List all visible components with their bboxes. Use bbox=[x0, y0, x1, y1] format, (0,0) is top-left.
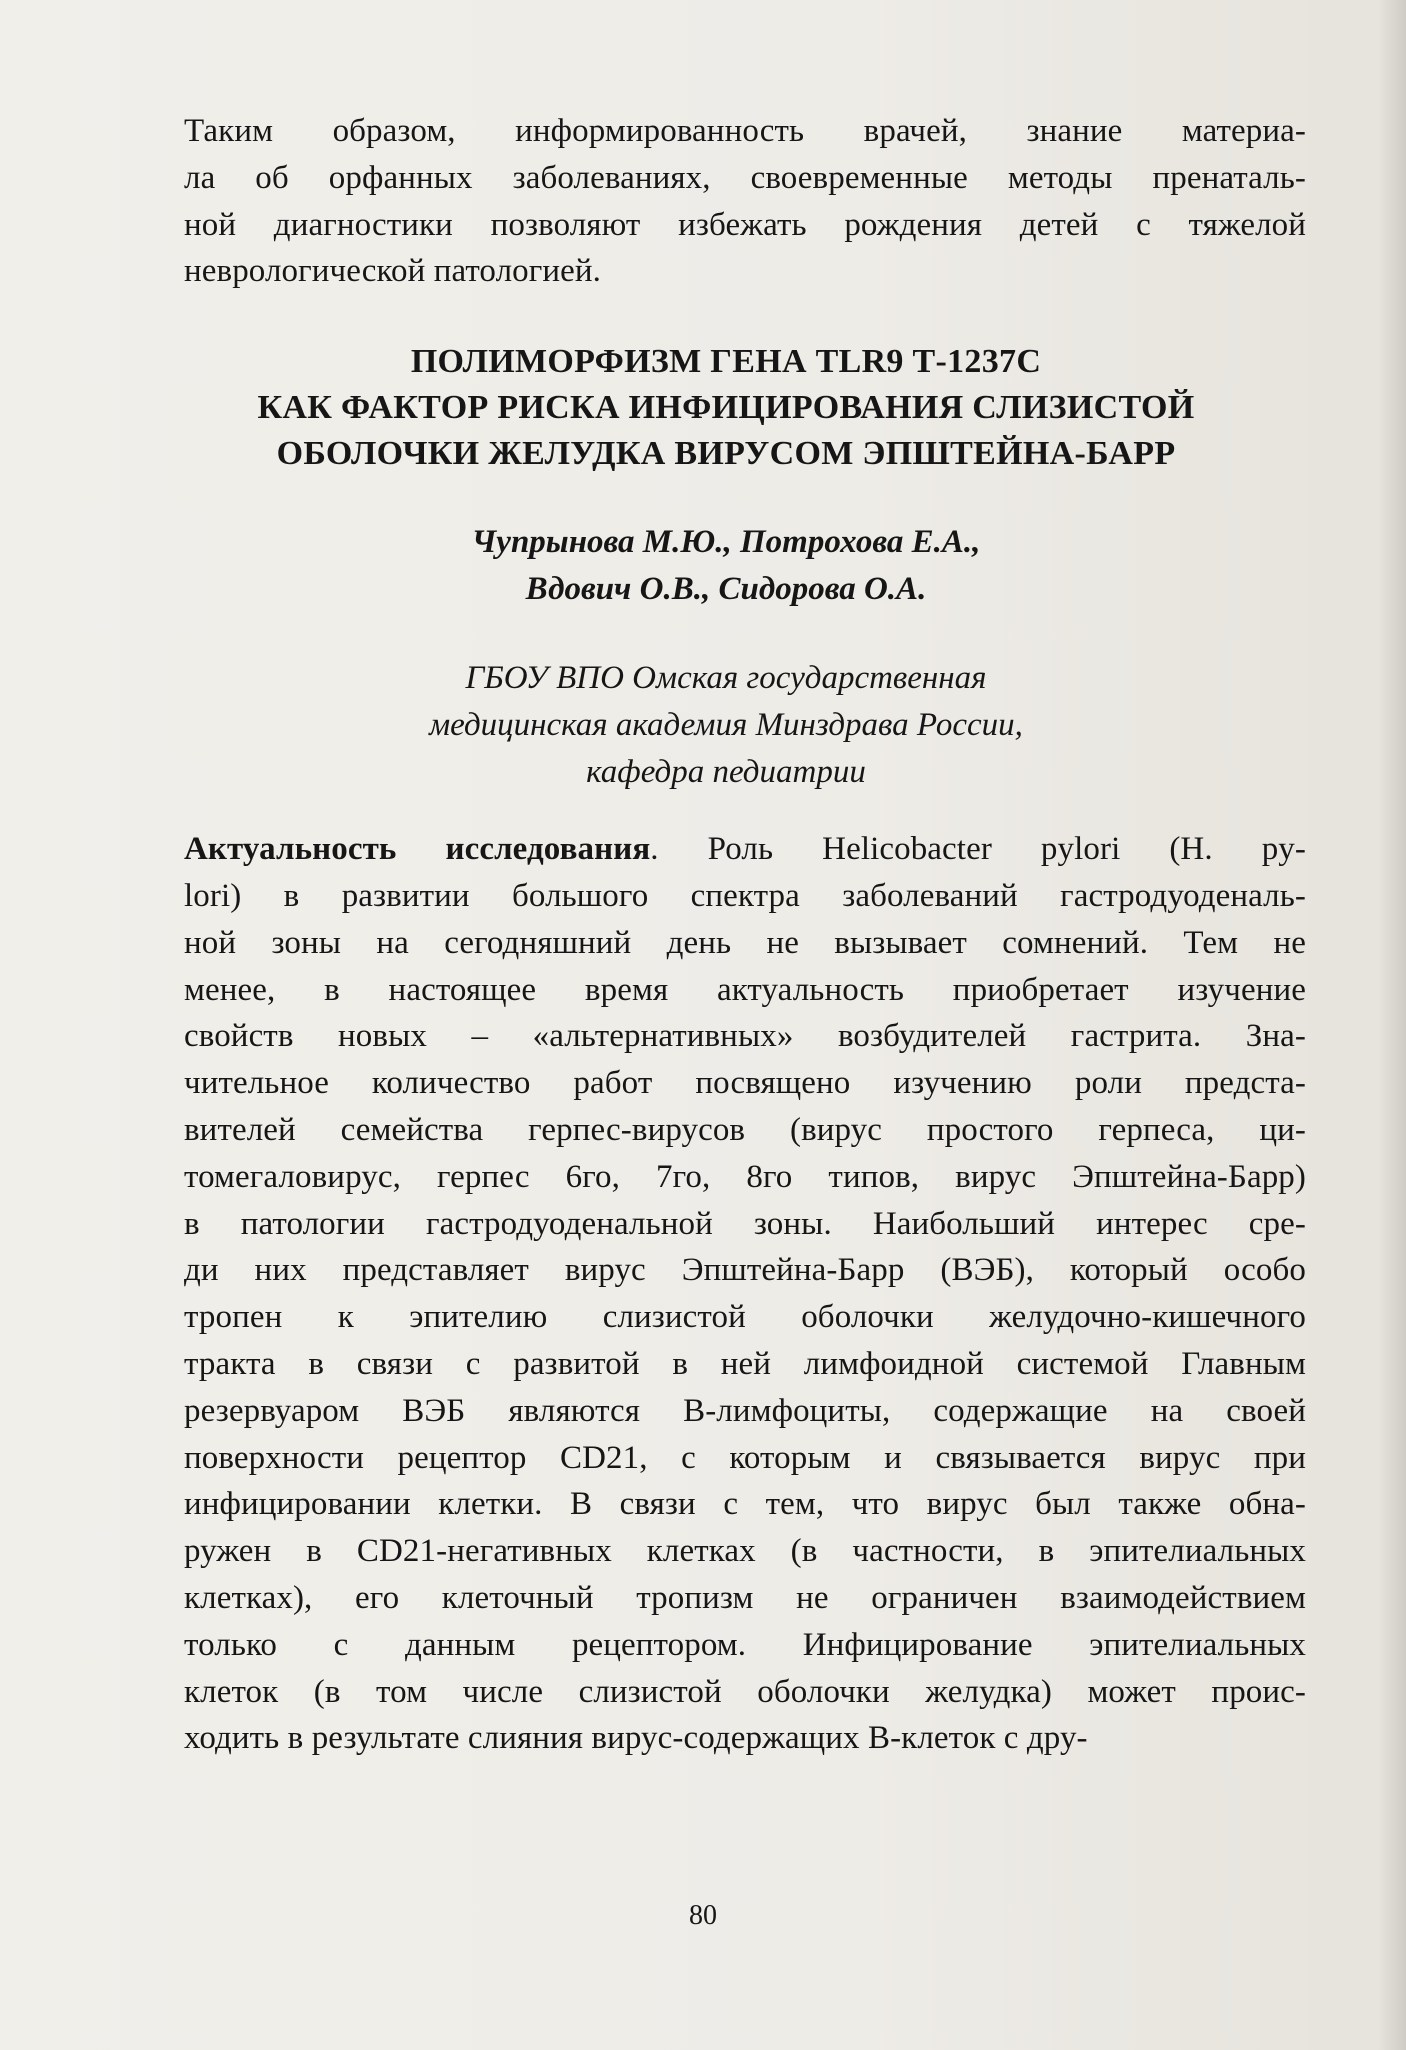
intro-line: ла об орфанных заболеваниях, своевременные методы пренаталь- bbox=[184, 159, 1306, 196]
authors-line: Чупрынова М.Ю., Потрохова Е.А., bbox=[471, 524, 981, 561]
body-line: свойств новых – «альтернативных» возбудителей гастрита. Зна- bbox=[184, 1018, 1306, 1055]
body-line: вителей семейства герпес-вирусов (вирус простого герпеса, ци- bbox=[184, 1111, 1306, 1148]
body-line: ружен в CD21-негативных клетках (в частности, в эпителиальных bbox=[184, 1533, 1306, 1570]
body-line: клетках), его клеточный тропизм не ограничен взаимодействием bbox=[184, 1579, 1306, 1616]
body-line: менее, в настоящее время актуальность приобретает изучение bbox=[184, 971, 1306, 1008]
body-line: резервуаром ВЭБ являются В-лимфоциты, содержащие на своей bbox=[184, 1392, 1306, 1429]
title-line: КАК ФАКТОР РИСКА ИНФИЦИРОВАНИЯ СЛИЗИСТОЙ bbox=[257, 389, 1195, 427]
article-authors bbox=[146, 519, 1306, 613]
article-affiliation bbox=[146, 655, 1306, 796]
intro-line: Таким образом, информированность врачей, знание материа- bbox=[184, 113, 1306, 149]
body-line: клеток (в том числе слизистой оболочки желудка) может проис- bbox=[184, 1673, 1306, 1710]
body-line: ной зоны на сегодняшний день не вызывает сомнений. Тем не bbox=[184, 924, 1306, 961]
page-edge-shadow bbox=[1378, 0, 1406, 2050]
intro-line: неврологической патологией. bbox=[184, 253, 602, 290]
body-first-line bbox=[146, 826, 1306, 873]
authors-line: Вдович О.В., Сидорова О.А. bbox=[525, 571, 927, 608]
body-line: тракта в связи с развитой в ней лимфоидной системой Главным bbox=[184, 1345, 1306, 1382]
body-line: только с данным рецептором. Инфицирование эпителиальных bbox=[184, 1626, 1306, 1663]
body-line: lori) в развитии большого спектра заболеваний гастродуоденаль- bbox=[184, 877, 1306, 914]
intro-paragraph bbox=[146, 108, 1306, 295]
intro-line: ной диагностики позволяют избежать рождения детей с тяжелой bbox=[184, 206, 1306, 243]
article-title bbox=[146, 339, 1306, 477]
affiliation-line: медицинская академия Минздрава России, bbox=[429, 707, 1023, 744]
body-line: ди них представляет вирус Эпштейна-Барр (ВЭБ), который особо bbox=[184, 1252, 1306, 1289]
body-first-line-rest: . Роль Helicobacter pylori (H. py- bbox=[650, 831, 1306, 868]
body-line: в патологии гастродуоденальной зоны. Наибольший интерес сре- bbox=[184, 1205, 1306, 1242]
body-paragraph bbox=[146, 826, 1306, 1762]
affiliation-line: кафедра педиатрии bbox=[586, 754, 866, 791]
title-line: ОБОЛОЧКИ ЖЕЛУДКА ВИРУСОМ ЭПШТЕЙНА-БАРР bbox=[276, 435, 1176, 473]
page-number: 80 bbox=[689, 1900, 717, 1931]
body-line: инфицировании клетки. В связи с тем, что вирус был также обна- bbox=[184, 1486, 1306, 1523]
body-line: ходить в результате слияния вирус-содержащих В-клеток с дру- bbox=[184, 1720, 1088, 1757]
body-line: томегаловирус, герпес 6го, 7го, 8го типов, вирус Эпштейна-Барр) bbox=[184, 1158, 1306, 1195]
section-lead: Актуальность исследования bbox=[184, 831, 651, 868]
body-line: чительное количество работ посвящено изучению роли предста- bbox=[184, 1065, 1306, 1102]
body-line: тропен к эпителию слизистой оболочки желудочно-кишечного bbox=[184, 1299, 1306, 1336]
affiliation-line: ГБОУ ВПО Омская государственная bbox=[465, 660, 987, 697]
body-line: поверхности рецептор CD21, с которым и связывается вирус при bbox=[184, 1439, 1306, 1476]
title-line: ПОЛИМОРФИЗМ ГЕНА TLR9 Т-1237С bbox=[410, 343, 1042, 381]
page-content bbox=[146, 108, 1306, 1762]
